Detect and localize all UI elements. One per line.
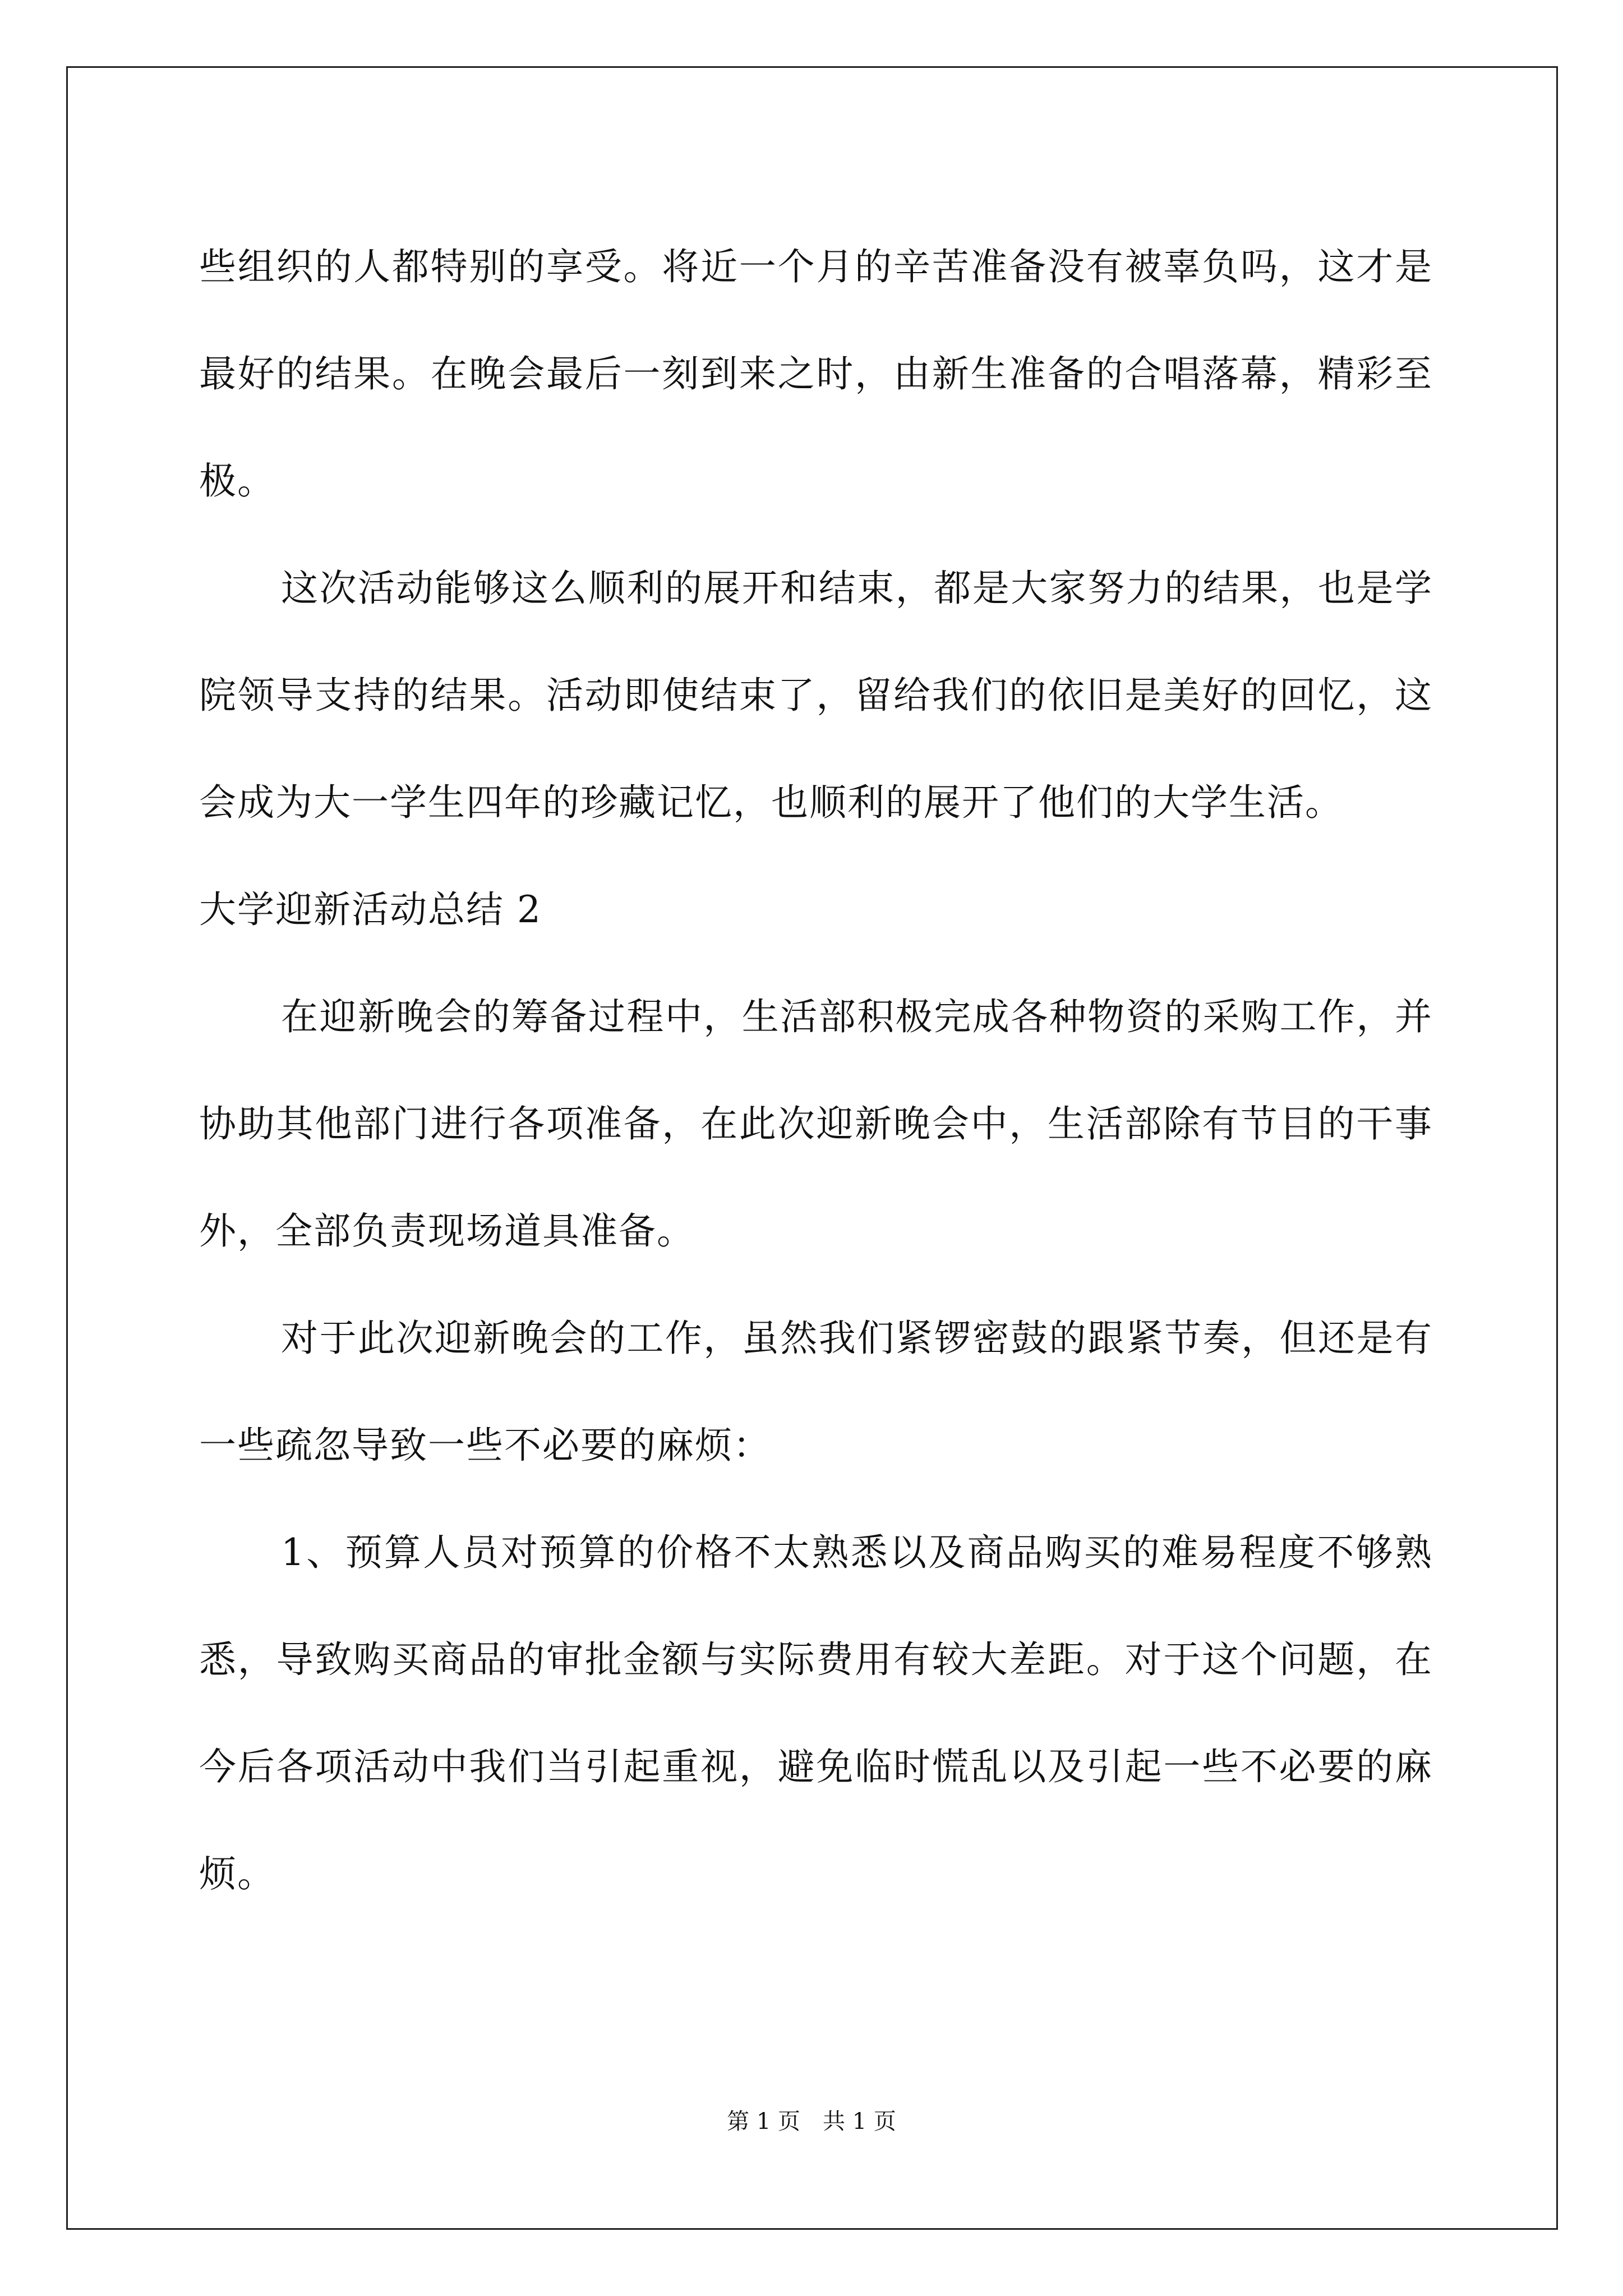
page-total: 共 1 页	[823, 2109, 896, 2134]
page-footer	[0, 2104, 1623, 2136]
page-number: 第 1 页	[727, 2109, 800, 2134]
paragraph-1: 些组织的人都特别的享受。将近一个月的辛苦准备没有被辜负吗，这才是最好的结果。在晚会最后一刻到来之时，由新生准备的合唱落幕，精彩至极。	[199, 245, 1433, 503]
section-paragraph-2: 对于此次迎新晚会的工作，虽然我们紧锣密鼓的跟紧节奏，但还是有一些疏忽导致一些不必要的麻烦：	[199, 1317, 1433, 1467]
section-paragraph-1: 在迎新晚会的筹备过程中，生活部积极完成各种物资的采购工作，并协助其他部门进行各项准备，在此次迎新晚会中，生活部除有节目的干事外，全部负责现场道具准备。	[199, 995, 1433, 1253]
section-title: 大学迎新活动总结 2	[199, 888, 542, 931]
document-body	[199, 213, 1433, 1927]
section-paragraph-3: 1、预算人员对预算的价格不太熟悉以及商品购买的难易程度不够熟悉，导致购买商品的审批金额与实际费用有较大差距。对于这个问题，在今后各项活动中我们当引起重视，避免临时慌乱以及引起一些不必要的麻烦。	[199, 1531, 1433, 1895]
paragraph-2: 这次活动能够这么顺利的展开和结束，都是大家努力的结果，也是学院领导支持的结果。活动即使结束了，留给我们的依旧是美好的回忆，这会成为大一学生四年的珍藏记忆，也顺利的展开了他们的大学生活。	[199, 567, 1433, 824]
